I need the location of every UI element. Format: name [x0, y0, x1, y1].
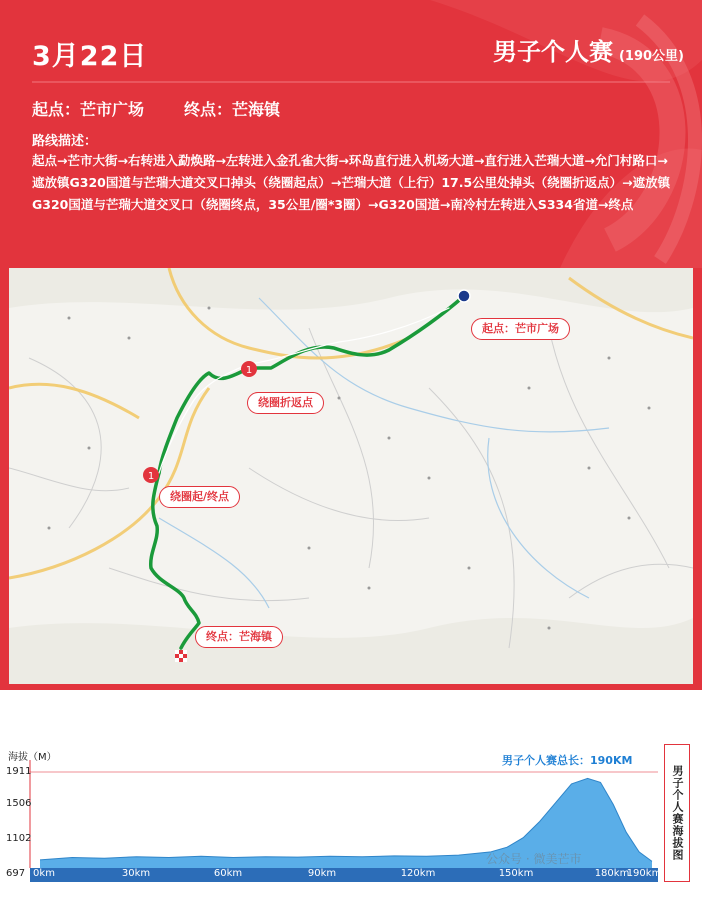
map-tag-finish: 终点：芒海镇	[195, 626, 283, 648]
race-title	[493, 32, 684, 67]
race-title-text: 男子个人赛	[492, 38, 613, 66]
elevation-x-tick-190: 190km	[626, 868, 662, 879]
svg-text:1: 1	[147, 471, 155, 482]
start-end-points	[32, 97, 280, 120]
map-frame	[0, 268, 702, 690]
map-tag-start: 起点：芒市广场	[471, 318, 570, 340]
watermark: 公众号 · 微美芒市	[486, 852, 582, 866]
route-description: 起点→芒市大街→右转进入勐焕路→左转进入金孔雀大街→环岛直行进入机场大道→直行进入芒瑞大道→允门村路口→遮放镇G320国道与芒瑞大道交叉口掉头（绕圈起点）→芒瑞大道（上行）17.5公里处掉头（绕圈折返点）→遮放镇G320国道与芒瑞大道交叉口（绕圈终点，35公里/圈*3圈）→G320国道→南冷村左转进入S334省道→终点	[32, 153, 671, 212]
elevation-y-tick-697: 697	[6, 868, 26, 879]
elevation-x-tick-60: 60km	[213, 868, 243, 879]
elevation-y-tick-1506: 1506	[6, 798, 32, 809]
map-tag-loop: 绕圈起/终点	[159, 486, 240, 508]
map-graphics	[9, 268, 693, 684]
elevation-x-tick-30: 30km	[121, 868, 151, 879]
elevation-total-length: 男子个人赛总长：190KM	[502, 754, 633, 767]
elevation-side-title-text: 男子个人赛海拔图	[671, 765, 684, 861]
start-point: 起点：芒市广场	[32, 100, 145, 119]
svg-text:1: 1	[245, 365, 253, 376]
elevation-x-tick-0: 0km	[33, 868, 55, 879]
elevation-x-tick-90: 90km	[307, 868, 337, 879]
elevation-y-tick-1102: 1102	[6, 833, 32, 844]
elevation-y-tick-1911: 1911	[6, 766, 32, 777]
elevation-x-tick-180: 180km	[594, 868, 630, 879]
header-panel	[0, 0, 702, 268]
race-date: 3月22日	[32, 41, 148, 72]
route-map[interactable]	[9, 268, 693, 684]
end-point: 终点：芒海镇	[184, 100, 281, 119]
map-tag-turnaround: 绕圈折返点	[247, 392, 324, 414]
elevation-x-tick-120: 120km	[400, 868, 436, 879]
elevation-x-tick-150: 150km	[498, 868, 534, 879]
route-label: 路线描述：	[32, 134, 98, 149]
race-distance-badge: (190公里)	[618, 49, 684, 64]
elevation-axis-label: 海拔（M）	[8, 752, 57, 763]
